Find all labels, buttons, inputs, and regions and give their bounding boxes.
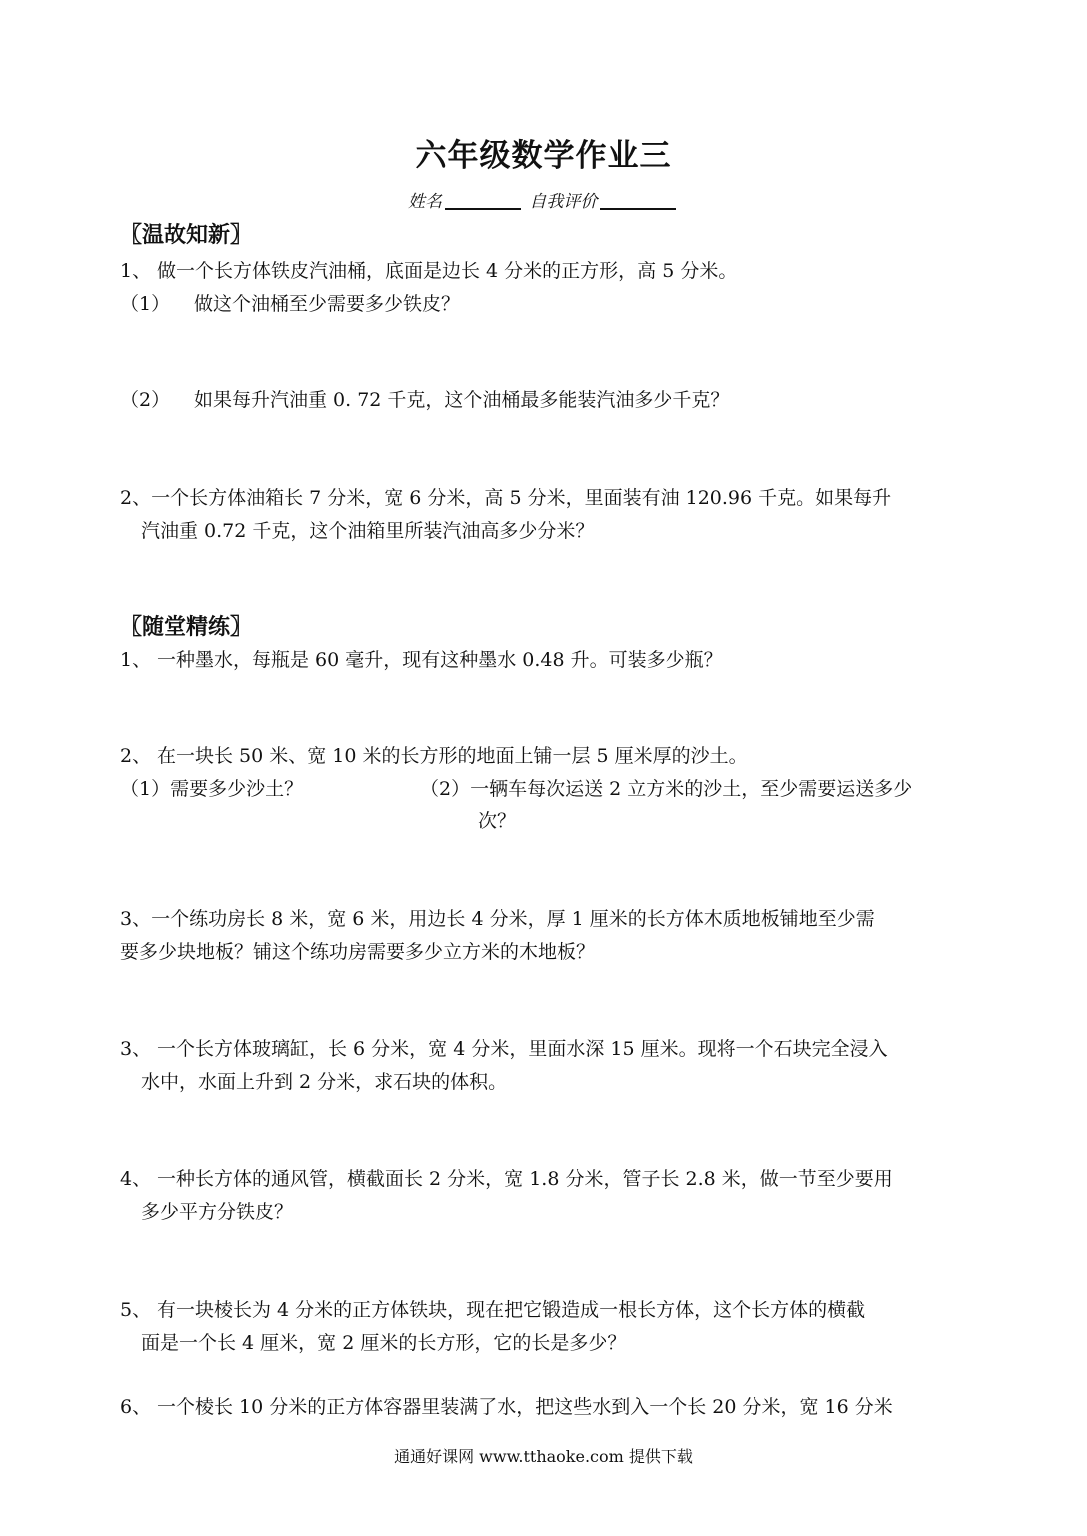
question <box>120 256 151 283</box>
question-number: 6、 <box>120 1396 152 1418</box>
subquestion-number: （1） <box>120 293 171 315</box>
subquestion-text: （1）需要多少沙土？ <box>120 778 304 800</box>
subquestion-text: 如果每升汽油重 0. 72 千克，这个油桶最多能装汽油多少千克？ <box>194 389 730 411</box>
question-text-continued: 多少平方分铁皮？ <box>141 1201 294 1223</box>
name-eval-line <box>408 187 679 212</box>
footer-source: 通通好课网 www.tthaoke.com 提供下载 <box>394 1447 693 1466</box>
question-number: 1、 <box>120 260 152 282</box>
question-text: 2、一个长方体油箱长 7 分米，宽 6 分米，高 5 分米，里面装有油 120.96 千克。如果每升 <box>120 487 892 509</box>
question-text: 一个棱长 10 分米的正方体容器里装满了水，把这些水到入一个长 20 分米，宽 16 分米 <box>157 1396 893 1418</box>
name-blank <box>445 208 521 210</box>
question-number: 5、 <box>120 1299 152 1321</box>
question-number: 1、 <box>120 649 152 671</box>
self-eval-blank <box>600 208 676 210</box>
subquestion-text-continued: 次？ <box>478 810 517 832</box>
question-text: 有一块棱长为 4 分米的正方体铁块，现在把它锻造成一根长方体，这个长方体的横截 <box>157 1299 866 1321</box>
question-text: 一种墨水，每瓶是 60 毫升，现有这种墨水 0.48 升。可装多少瓶？ <box>157 649 723 671</box>
page-title: 六年级数学作业三 <box>415 138 672 174</box>
question-text-continued: 水中，水面上升到 2 分米，求石块的体积。 <box>141 1071 508 1093</box>
section-heading-review: 〖温故知新〗 <box>120 222 253 248</box>
question-number: 2、 <box>120 745 152 767</box>
section-heading-practice: 〖随堂精练〗 <box>120 614 253 640</box>
question-text: 一种长方体的通风管，横截面长 2 分米，宽 1.8 分米，管子长 2.8 米，做一节至少要用 <box>157 1168 893 1190</box>
question-text-continued: 面是一个长 4 厘米，宽 2 厘米的长方形，它的长是多少？ <box>141 1332 627 1354</box>
question-text: 一个长方体玻璃缸，长 6 分米，宽 4 分米，里面水深 15 厘米。现将一个石块完全浸入 <box>157 1038 888 1060</box>
question-text-continued: 汽油重 0.72 千克，这个油箱里所装汽油高多少分米？ <box>141 520 595 542</box>
subquestion-text: 做这个油桶至少需要多少铁皮？ <box>194 293 461 315</box>
subquestion-number: （2） <box>120 389 171 411</box>
question-number: 4、 <box>120 1168 152 1190</box>
question-text-continued: 要多少块地板？铺这个练功房需要多少立方米的木地板？ <box>120 941 596 963</box>
question-text: 在一块长 50 米、宽 10 米的长方形的地面上铺一层 5 厘米厚的沙土。 <box>157 745 748 767</box>
name-label: 姓名 <box>408 192 442 212</box>
subquestion-text: （2）一辆车每次运送 2 立方米的沙土，至少需要运送多少 <box>420 778 913 800</box>
question-number: 3、 <box>120 1038 152 1060</box>
question-text: 做一个长方体铁皮汽油桶，底面是边长 4 分米的正方形，高 5 分米。 <box>157 260 738 282</box>
question-text: 3、一个练功房长 8 米，宽 6 米，用边长 4 分米，厚 1 厘米的长方体木质地板铺地至少需 <box>120 908 875 930</box>
self-eval-label: 自我评价 <box>529 192 598 212</box>
